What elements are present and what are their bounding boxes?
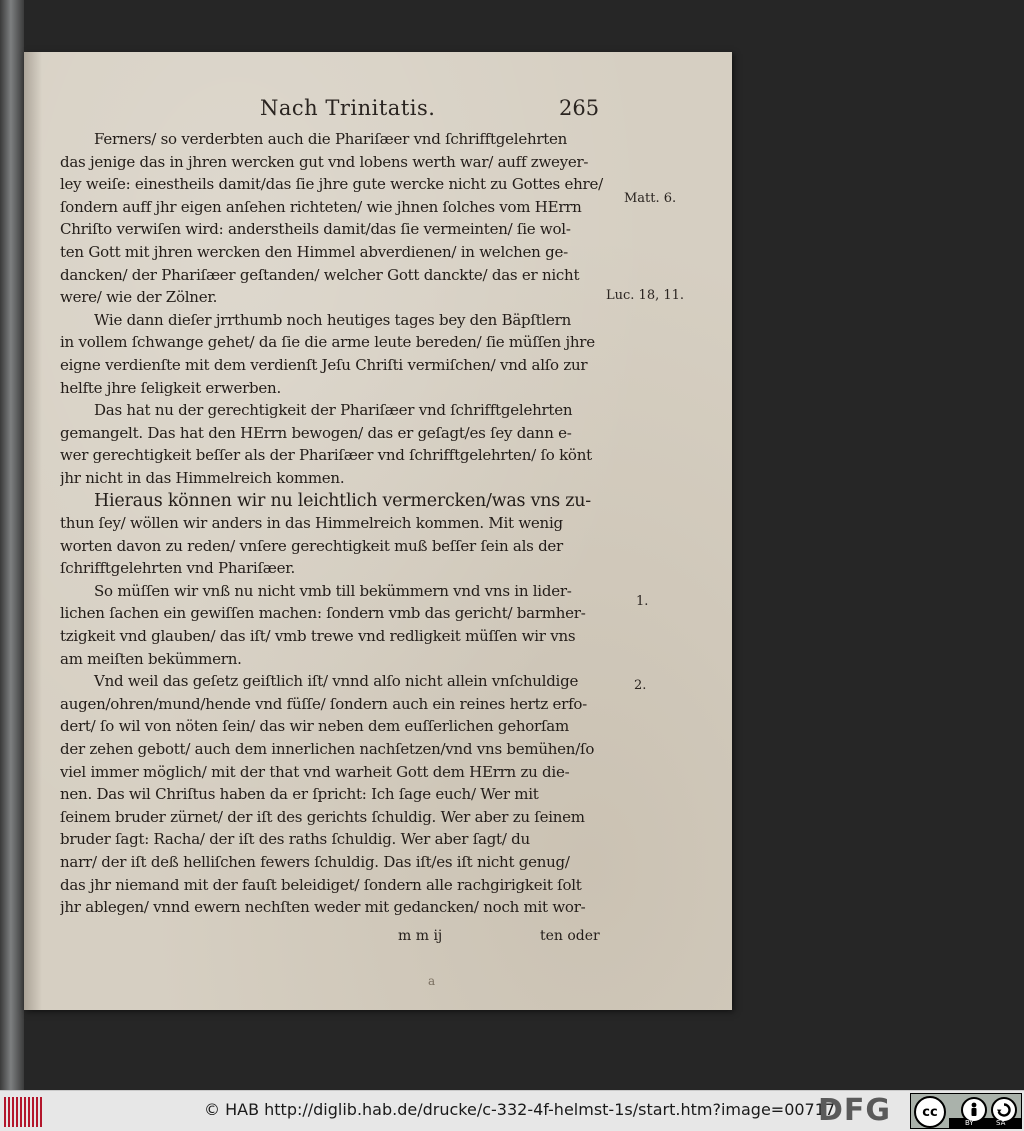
text-line: ſeinem bruder zürnet/ der iſt des gerichts ſchuldig. Wer aber zu ſeinem (60, 807, 585, 826)
text-line: Das hat nu der gerechtigkeit der Phariſæer vnd ſchrifftgelehrten (94, 401, 573, 420)
text-line: Vnd weil das geſetz geiſtlich iſt/ vnnd alſo nicht allein vnſchuldige (94, 672, 579, 691)
text-line: tzigkeit vnd glauben/ das iſt/ vmb trewe vnd redligkeit müſſen wir vns (60, 627, 576, 646)
margin-note-1: 1. (636, 594, 649, 609)
text-line: wer gerechtigkeit beſſer als der Phariſæer vnd ſchrifftgelehrten/ ſo könt (60, 446, 592, 465)
margin-note-luc: Luc. 18, 11. (606, 288, 685, 303)
text-line: jhr ablegen/ vnnd ewern nechſten weder mit gedancken/ noch mit wor- (60, 898, 586, 917)
catchword: ten oder (540, 928, 600, 944)
text-line: worten davon zu reden/ vnſere gerechtigkeit muß beſſer ſein als der (60, 536, 563, 555)
book-page (24, 52, 732, 1010)
text-line: were/ wie der Zölner. (60, 288, 218, 307)
running-head: Nach Trinitatis. (260, 96, 436, 120)
page-gutter-shadow (24, 52, 42, 1010)
text-line: gemangelt. Das hat den HErrn bewogen/ das er geſagt/es ſey dann e- (60, 423, 572, 442)
text-line: lichen ſachen ein gewiſſen machen: ſondern vmb das gericht/ barmher- (60, 604, 586, 623)
by-label: BY (965, 1119, 974, 1127)
sa-label: SA (996, 1119, 1006, 1127)
page-number: 265 (559, 96, 600, 120)
text-line: helfte jhre ſeligkeit erwerben. (60, 378, 281, 397)
hab-logo-icon[interactable] (4, 1097, 46, 1127)
book-edge-strip (0, 0, 24, 1090)
bottom-mark: a (428, 974, 436, 988)
text-line: in vollem ſchwange gehet/ da ſie die arme leute bereden/ ſie müſſen jhre (60, 333, 595, 352)
text-line: der zehen gebott/ auch dem innerlichen nachſetzen/vnd vns bemühen/ſo (60, 740, 595, 759)
dfg-logo[interactable]: DFG (818, 1093, 892, 1128)
text-line: Chriſto verwiſen wird: anderstheils damit/das ſie vermeinten/ ſie wol- (60, 220, 571, 239)
text-line: dancken/ der Phariſæer geſtanden/ welcher Gott danckte/ das er nicht (60, 265, 580, 284)
text-line: ley weiſe: einestheils damit/das ſie jhre gute wercke nicht zu Gottes ehre/ (60, 175, 603, 194)
margin-note-matt: Matt. 6. (624, 191, 677, 206)
text-line: Ferners/ so verderbten auch die Phariſæer vnd ſchrifftgelehrten (94, 130, 568, 148)
text-line: augen/ohren/mund/hende vnd füſſe/ ſondern auch ein reines hertz erfo- (60, 694, 587, 713)
text-line: am meiſten bekümmern. (60, 649, 242, 668)
cc-icon: cc (914, 1096, 946, 1128)
text-line: Wie dann dieſer jrrthumb noch heutiges tages bey den Bäpſtlern (94, 310, 571, 329)
text-line: bruder ſagt: Racha/ der iſt des raths ſchuldig. Wer aber ſagt/ du (60, 830, 530, 849)
text-line: eigne verdienſte mit dem verdienſt Jeſu Chriſti vermiſchen/ vnd alſo zur (60, 355, 588, 374)
text-line: viel immer möglich/ mit der that vnd warheit Gott dem HErrn zu die- (60, 762, 570, 781)
margin-note-2: 2. (634, 678, 647, 693)
text-line: Hieraus können wir nu leichtlich vermercken/was vns zu- (94, 490, 591, 511)
text-line: ſchrifftgelehrten vnd Phariſæer. (60, 559, 296, 578)
text-line: jhr nicht in das Himmelreich kommen. (60, 468, 345, 487)
text-line: thun ſey/ wöllen wir anders in das Himmelreich kommen. Mit wenig (60, 514, 563, 533)
source-link[interactable]: © HAB http://diglib.hab.de/drucke/c-332-4f-helmst-1s/start.htm?image=00717 (204, 1100, 836, 1119)
signature-mark: m m ij (398, 928, 443, 944)
text-line: ten Gott mit jhren wercken den Himmel abverdienen/ in welchen ge- (60, 242, 568, 261)
text-line: das jhr niemand mit der fauſt beleidiget/ ſondern alle rachgirigkeit ſolt (60, 875, 582, 894)
body-text (60, 128, 610, 919)
text-line: dert/ ſo wil von nöten ſein/ das wir neben dem euſſerlichen gehorſam (60, 717, 569, 736)
cc-license-badge[interactable] (910, 1093, 1022, 1129)
text-line: ſondern auff jhr eigen anſehen richteten/ wie jhnen ſolches vom HErrn (60, 197, 582, 216)
text-line: das jenige das in jhren wercken gut vnd lobens werth war/ auff zweyer- (60, 152, 589, 171)
footer-bar (0, 1090, 1024, 1131)
text-line: nen. Das wil Chriſtus haben da er ſpricht: Ich ſage euch/ Wer mit (60, 785, 539, 804)
text-line: narr/ der iſt deß helliſchen fewers ſchuldig. Das iſt/es iſt nicht genug/ (60, 853, 570, 871)
text-line: So müſſen wir vnß nu nicht vmb till bekümmern vnd vns in lider- (94, 581, 572, 600)
